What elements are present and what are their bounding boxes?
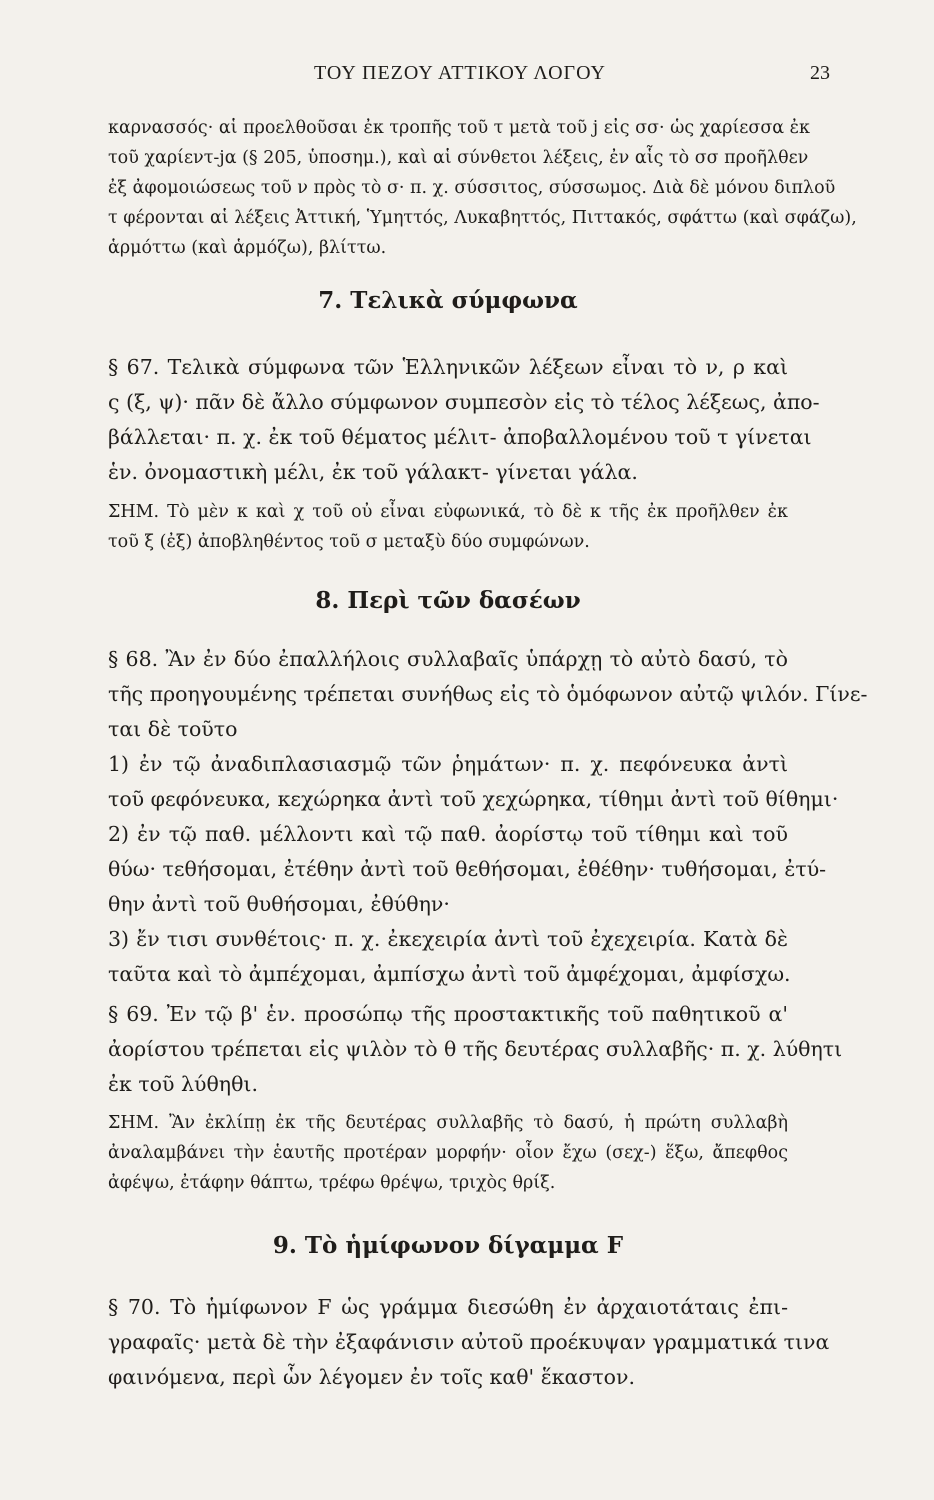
text-line: 3) ἔν τισι συνθέτοις· π. χ. ἐκεχειρία ἀντὶ τοῦ ἐχεχειρία. Κατὰ δὲ xyxy=(108,927,788,951)
text-line: ἑν. ὀνομαστικὴ μέλι, ἐκ τοῦ γάλακτ- γίνεται γάλα. xyxy=(108,460,638,484)
text-line: § 67. Τελικὰ σύμφωνα τῶν Ἑλληνικῶν λέξεων εἶναι τὸ ν, ρ καὶ xyxy=(108,355,788,379)
text-line: 2) ἐν τῷ παθ. μέλλοντι καὶ τῷ παθ. ἀορίστῳ τοῦ τίθημι καὶ τοῦ xyxy=(108,822,788,846)
text-line: ἐξ ἀφομοιώσεως τοῦ ν πρὸς τὸ σ· π. χ. σύσσιτος, σύσσωμος. Διὰ δὲ μόνου διπλοῦ xyxy=(108,178,836,198)
section-heading-8: 8. Περὶ τῶν δασέων xyxy=(315,587,581,614)
text-line: ΣΗΜ. Ἂν ἐκλίπῃ ἐκ τῆς δευτέρας συλλαβῆς τὸ δασύ, ἡ πρώτη συλλαβὴ xyxy=(108,1113,788,1133)
text-line: τοῦ φεφόνευκα, κεχώρηκα ἀντὶ τοῦ χεχώρηκα, τίθημι ἀντὶ τοῦ θίθημι· xyxy=(108,787,839,811)
text-line: ἀναλαμβάνει τὴν ἑαυτῆς προτέραν μορφήν· οἷον ἔχω (σεχ-) ἕξω, ἄπεφθος xyxy=(108,1143,788,1163)
text-line: θην ἀντὶ τοῦ θυθήσομαι, ἐθύθην· xyxy=(108,892,450,916)
note-67 xyxy=(108,497,788,557)
note-69 xyxy=(108,1108,788,1198)
text-line: τῆς προηγουμένης τρέπεται συνήθως εἰς τὸ ὁμόφωνον αὐτῷ ψιλόν. Γίνε- xyxy=(108,682,868,706)
text-line: θύω· τεθήσομαι, ἐτέθην ἀντὶ τοῦ θεθήσομαι, ἐθέθην· τυθήσομαι, ἐτύ- xyxy=(108,857,827,881)
text-line: ἐκ τοῦ λύθηθι. xyxy=(108,1072,258,1096)
text-line: τ φέρονται αἱ λέξεις Ἀττική, Ὑμηττός, Λυκαβηττός, Πιττακός, σφάττω (καὶ σφάζω), xyxy=(108,208,857,228)
paragraph-67 xyxy=(108,350,820,490)
text-line: ἀορίστου τρέπεται εἰς ψιλὸν τὸ θ τῆς δευτέρας συλλαβῆς· π. χ. λύθητι xyxy=(108,1037,843,1061)
text-line: γραφαῖς· μετὰ δὲ τὴν ἐξαφάνισιν αὐτοῦ προέκυψαν γραμματικά τινα xyxy=(108,1330,830,1354)
text-line: τοῦ χαρίεντ-jα (§ 205, ὑποσημ.), καὶ αἱ σύνθετοι λέξεις, ἐν αἷς τὸ σσ προῆλθεν xyxy=(108,148,809,168)
text-line: καρνασσός· αἱ προελθοῦσαι ἐκ τροπῆς τοῦ τ μετὰ τοῦ j εἰς σσ· ὡς χαρίεσσα ἐκ xyxy=(108,118,810,138)
intro-paragraph xyxy=(108,113,857,263)
text-line: ταῦτα καὶ τὸ ἀμπέχομαι, ἀμπίσχω ἀντὶ τοῦ ἀμφέχομαι, ἀμφίσχω. xyxy=(108,962,791,986)
text-line: ἁρμόττω (καὶ ἁρμόζω), βλίττω. xyxy=(108,238,387,258)
text-line: τοῦ ξ (ἐξ) ἀποβληθέντος τοῦ σ μεταξὺ δύο συμφώνων. xyxy=(108,532,590,552)
paragraph-69 xyxy=(108,997,843,1102)
text-line: 1) ἐν τῷ ἀναδιπλασιασμῷ τῶν ῥημάτων· π. χ. πεφόνευκα ἀντὶ xyxy=(108,752,788,776)
text-line: ται δὲ τοῦτο xyxy=(108,717,238,741)
running-head xyxy=(110,62,830,92)
text-line: φαινόμενα, περὶ ὧν λέγομεν ἐν τοῖς καθ' ἕκαστον. xyxy=(108,1365,636,1389)
paragraph-70 xyxy=(108,1290,830,1395)
text-line: § 69. Ἐν τῷ β' ἑν. προσώπῳ τῆς προστακτικῆς τοῦ παθητικοῦ α' xyxy=(108,1002,788,1026)
running-title: ΤΟΥ ΠΕΖΟΥ ΑΤΤΙΚΟΥ ΛΟΓΟΥ xyxy=(314,62,606,84)
section-heading-9: 9. Τὸ ἡμίφωνον δίγαμμα F xyxy=(272,1232,624,1259)
text-line: § 70. Τὸ ἡμίφωνον F ὡς γράμμα διεσώθη ἐν ἀρχαιοτάταις ἐπι- xyxy=(108,1295,788,1319)
text-line: ς (ξ, ψ)· πᾶν δὲ ἄλλο σύμφωνον συμπεσὸν εἰς τὸ τέλος λέξεως, ἀπο- xyxy=(108,390,820,414)
page-number: 23 xyxy=(810,62,830,84)
paragraph-68 xyxy=(108,642,868,992)
text-line: ΣΗΜ. Τὸ μὲν κ καὶ χ τοῦ οὐ εἶναι εὐφωνικά, τὸ δὲ κ τῆς ἐκ προῆλθεν ἐκ xyxy=(108,502,788,522)
text-line: βάλλεται· π. χ. ἐκ τοῦ θέματος μέλιτ- ἀποβαλλομένου τοῦ τ γίνεται xyxy=(108,425,812,449)
section-heading-7: 7. Τελικὰ σύμφωνα xyxy=(318,287,578,314)
text-line: § 68. Ἂν ἐν δύο ἐπαλλήλοις συλλαβαῖς ὑπάρχῃ τὸ αὐτὸ δασύ, τὸ xyxy=(108,647,788,671)
text-line: ἀφέψω, ἐτάφην θάπτω, τρέφω θρέψω, τριχὸς θρίξ. xyxy=(108,1173,556,1193)
